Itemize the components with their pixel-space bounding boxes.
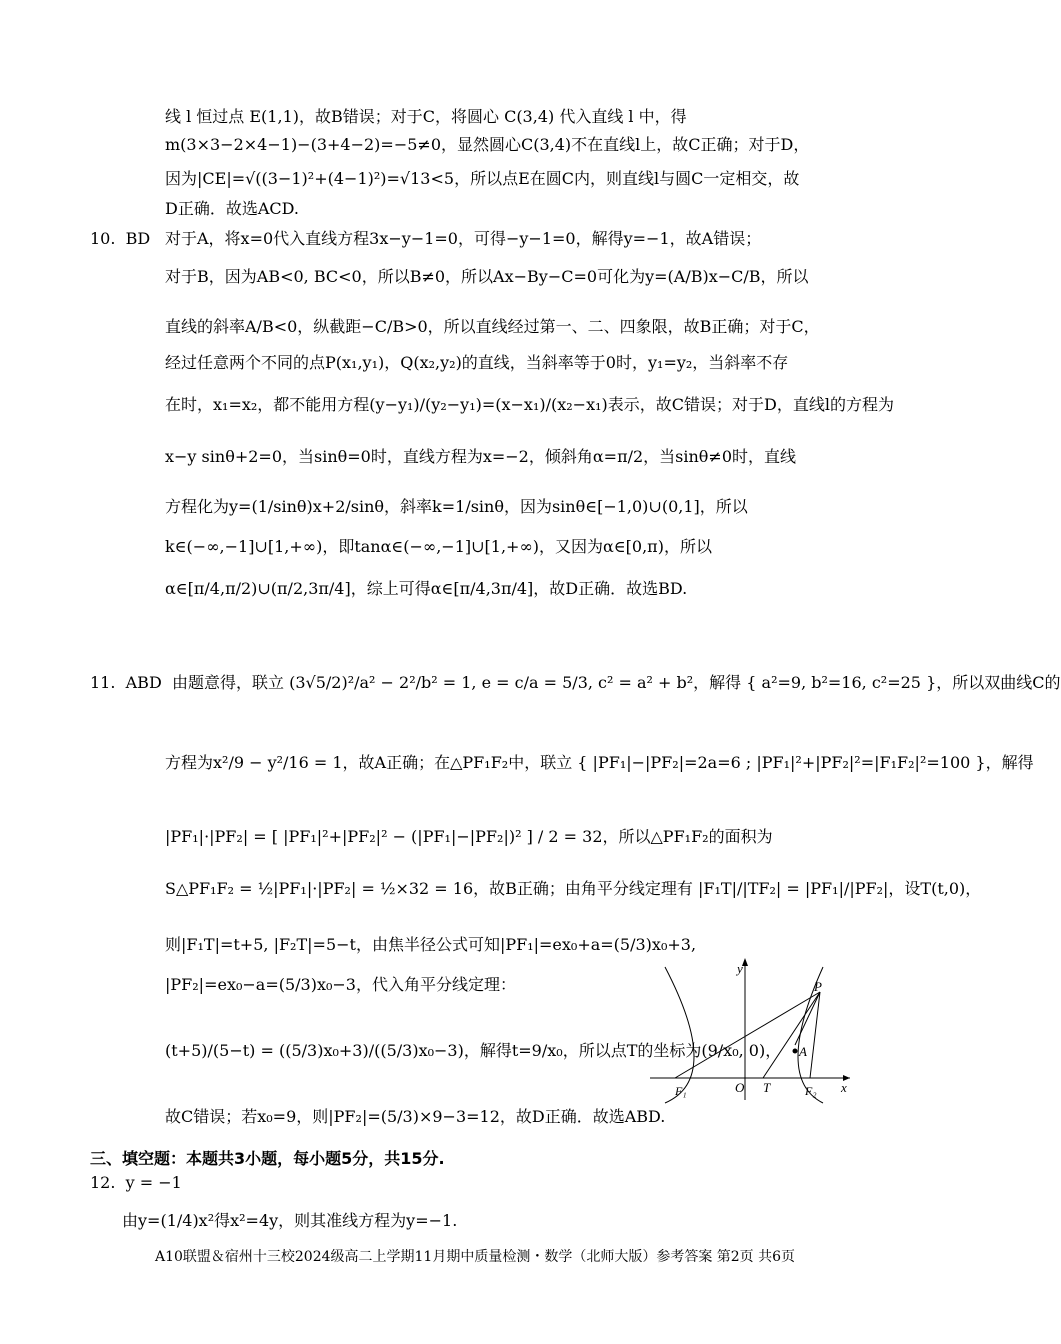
q11-line-3: |PF₁|·|PF₂| = [ |PF₁|²+|PF₂|² − (|PF₁|−|PF₂|)² ] / 2 = 32，所以△PF₁F₂的面积为 (165, 827, 773, 846)
label-a: A (799, 1044, 807, 1059)
q10-line-1: 对于A，将x=0代入直线方程3x−y−1=0，可得−y−1=0，解得y=−1，故A错误； (165, 229, 762, 248)
q11-label (90, 672, 162, 694)
q10-line-4: 经过任意两个不同的点P(x₁,y₁)，Q(x₂,y₂)的直线，当斜率等于0时，y₁=y₂，当斜率不存 (165, 353, 789, 372)
q11-line-5: 则|F₁T|=t+5, |F₂T|=5−t，由焦半径公式可知|PF₁|=ex₀+a=(5/3)x₀+3, (165, 935, 697, 954)
left-branch (665, 967, 694, 1103)
q10-line-7: 方程化为y=(1/sinθ)x+2/sinθ，斜率k=1/sinθ，因为sinθ∈[−1,0)∪(0,1]，所以 (165, 497, 748, 516)
label-y: y (737, 961, 743, 976)
q11-line-2: 方程为x²/9 − y²/16 = 1，故A正确；在△PF₁F₂中，联立 { |PF₁|−|PF₂|=2a=6 ; |PF₁|²+|PF₂|²=|F₁F₂|²=100 }，解得 (165, 753, 1034, 772)
q10-label (90, 228, 150, 250)
q10-line-3: 直线的斜率A/B<0，纵截距−C/B>0，所以直线经过第一、二、四象限，故B正确；对于C， (165, 317, 820, 336)
label-x: x (841, 1080, 847, 1095)
q10-answer: BD (125, 229, 151, 248)
hyperbola-figure (645, 955, 860, 1105)
section-title: 三、填空题：本题共3小题，每小题5分，共15分. (90, 1149, 445, 1168)
page-footer: A10联盟＆宿州十三校2024级高二上学期11月期中质量检测・数学（北师大版）参考答案 第2页 共6页 (154, 1249, 796, 1265)
q12-answer: y = −1 (125, 1173, 182, 1192)
q10-line-2: 对于B，因为AB<0, BC<0，所以B≠0，所以Ax−By−C=0可化为y=(A/B)x−C/B，所以 (165, 267, 809, 286)
q9-line-3: 因为|CE|=√((3−1)²+(4−1)²)=√13<5，所以点E在圆C内，则直线l与圆C一定相交，故 (165, 169, 800, 188)
q12-line-1: 由y=(1/4)x²得x²=4y，则其准线方程为y=−1. (122, 1211, 458, 1230)
point-a (793, 1049, 798, 1054)
q9-line-4: D正确．故选ACD. (165, 199, 299, 218)
label-p: P (814, 979, 822, 994)
y-axis-arrow (742, 958, 748, 966)
q10-line-8: k∈(−∞,−1]∪[1,+∞)，即tanα∈(−∞,−1]∪[1,+∞)，又因为α∈[0,π)，所以 (165, 537, 712, 556)
label-f1: F₁ (675, 1084, 687, 1098)
q11-number: 11. (90, 673, 116, 692)
q12-number: 12. (90, 1173, 116, 1192)
q11-line-7: (t+5)/(5−t) = ((5/3)x₀+3)/((5/3)x₀−3)，解得t=9/x₀，所以点T的坐标为(9/x₀, 0)， (165, 1041, 782, 1060)
q11-line-4: S△PF₁F₂ = ½|PF₁|·|PF₂| = ½×32 = 16，故B正确；由角平分线定理有 |F₁T|/|TF₂| = |PF₁|/|PF₂|，设T(t,0)， (165, 879, 982, 898)
q11-line-1: 由题意得，联立 (3√5/2)²/a² − 2²/b² = 1, e = c/a = 5/3, c² = a² + b²，解得 { a²=9, b²=16, c²=25 }，所以双曲线C的 (172, 673, 1061, 692)
label-o: O (735, 1080, 745, 1095)
q11-line-8: 故C错误；若x₀=9，则|PF₂|=(5/3)×9−3=12，故D正确．故选ABD. (165, 1107, 666, 1126)
q10-line-5: 在时，x₁=x₂，都不能用方程(y−y₁)/(y₂−y₁)=(x−x₁)/(x₂−x₁)表示，故C错误；对于D，直线l的方程为 (165, 395, 894, 414)
q9-line-1: 线 l 恒过点 E(1,1)，故B错误；对于C，将圆心 C(3,4) 代入直线 l 中，得 (165, 107, 687, 126)
q11-answer: ABD (125, 673, 162, 692)
q11-line-6: |PF₂|=ex₀−a=(5/3)x₀−3，代入角平分线定理： (165, 975, 516, 994)
q12-label (90, 1172, 182, 1194)
label-t: T (763, 1080, 771, 1095)
q10-line-6: x−y sinθ+2=0，当sinθ=0时，直线方程为x=−2，倾斜角α=π/2，当sinθ≠0时，直线 (165, 447, 797, 466)
label-f2: F₂ (805, 1084, 817, 1098)
q10-line-9: α∈[π/4,π/2)∪(π/2,3π/4]，综上可得α∈[π/4,3π/4]，故D正确．故选BD. (165, 579, 688, 598)
q9-line-2: m(3×3−2×4−1)−(3+4−2)=−5≠0，显然圆心C(3,4)不在直线l上，故C正确；对于D， (165, 135, 810, 154)
q10-number: 10. (90, 229, 116, 248)
